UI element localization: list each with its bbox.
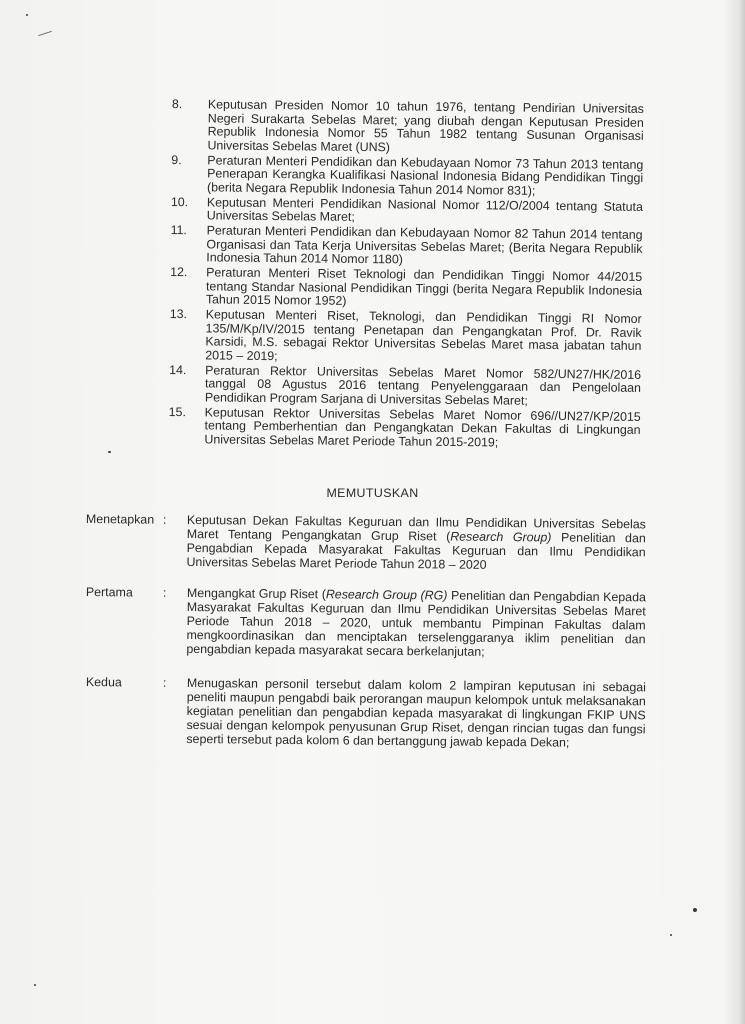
list-item-text: Peraturan Menteri Pendidikan dan Kebudayaan Nomor 82 Tahun 2014 tentang Organisasi dan Tata Kerja Universitas Sebelas Maret; (Berita Negara Republik Indonesia Tahun 2014 Nomor 1180) (206, 223, 643, 267)
list-item-text: Keputusan Rektor Universitas Sebelas Maret Nomor 696//UN27/KP/2015 tentang Pemberhentian dan Pengangkatan Dekan Fakultas di Lingkungan Universitas Sebelas Maret Periode Tahun 2015-2019; (204, 404, 641, 449)
decision-label: Menetapkan (85, 512, 155, 527)
list-item (171, 98, 644, 157)
decision-text-italic: Research Group) (450, 529, 552, 545)
list-item-text: Peraturan Menteri Riset Teknologi dan Pendidikan Tinggi Nomor 44/2015 tentang Standar Nasional Pendidikan Tinggi (berita Negara Republik Indonesia Tahun 2015 Nomor 1952) (205, 265, 643, 308)
legal-basis-list (168, 98, 644, 452)
decision-colon: : (162, 512, 167, 527)
decision-pertama (85, 585, 646, 660)
decision-kedua (85, 675, 646, 750)
decision-colon: : (162, 675, 167, 690)
scan-speck (26, 14, 28, 16)
decision-colon: : (162, 585, 167, 600)
list-item-text: Keputusan Menteri Riset, Teknologi, dan Pendidikan Tinggi RI Nomor 135/M/Kp/IV/2015 tentang Penetapan dan Pengangkatan Prof. Dr. Ravik Karsidi, M.S. sebagai Rektor Universitas Sebelas Maret masa jabatan tahun 2015 – 2019; (205, 307, 642, 363)
list-item (170, 266, 642, 311)
list-item-text: Peraturan Rektor Universitas Sebelas Maret Nomor 582/UN27/HK/2016 tanggal 08 Agustus 2016 tentang Penyelenggaraan dan Pengelolaan Pendidikan Program Sarjana di Universitas Sebelas Maret; (204, 362, 642, 408)
list-item-number: 13. (169, 306, 188, 322)
decision-label: Pertama (85, 585, 133, 600)
scan-speck (108, 451, 111, 453)
list-item (168, 405, 640, 450)
list-item (171, 153, 643, 198)
decision-text-part: Keputusan Dekan Fakultas Keguruan dan Ilmu Pendidikan Universitas Sebelas Maret Tentang Pengangkatan Grup Riset ( (186, 512, 646, 544)
decision-text: Menugaskan personil tersebut dalam kolom 2 lampiran keputusan ini sebagai peneliti maupun pengabdi baik perorangan maupun kelompok untuk melaksanakan kegiatan penelitian dan pengabdian kepada masyarakat di lingkungan FKIP UNS sesuai dengan kelompok penyusunan Grup Riset, dengan rincian tugas dan fungsi seperti tersebut pada kolom 6 dan bertanggung jawab kepada Dekan; (186, 675, 646, 750)
list-item-number: 9. (171, 152, 182, 167)
scan-speck (693, 908, 697, 912)
decision-text-part: Mengangkat Grup Riset ( (186, 585, 326, 602)
scan-speck (670, 934, 672, 936)
list-item-number: 8. (171, 97, 183, 112)
decision-text (186, 513, 646, 573)
list-item-text: Peraturan Menteri Pendidikan dan Kebudayaan Nomor 73 Tahun 2013 tentang Penerapan Kerangka Kualifikasi Nasional Indonesia Bidang Pendidikan Tinggi (berita Negara Republik Indonesia Tahun 2014 Nomor 831); (206, 152, 644, 198)
decision-text (186, 586, 646, 660)
list-item (170, 224, 642, 269)
list-item-number: 11. (170, 222, 188, 238)
decision-label: Kedua (85, 675, 122, 690)
page-edge-shadow (723, 0, 745, 1024)
list-item-text: Keputusan Menteri Pendidikan Nasional Nomor 112/O/2004 tentang Statuta Universitas Sebelas Maret; (206, 194, 643, 224)
list-item-text: Keputusan Presiden Nomor 10 tahun 1976, tentang Pendirian Universitas Negeri Surakarta Sebelas Maret; yang diubah dengan Keputusan Presiden Republik Indonesia Nomor 55 Tahun 1982 tentang Susunan Organisasi Universitas Sebelas Maret (UNS) (207, 97, 644, 154)
decision-text-italic: Research Group (RG) (325, 587, 448, 603)
list-item (169, 363, 641, 408)
decision-heading: MEMUTUSKAN (326, 486, 419, 500)
list-item (171, 195, 643, 227)
list-item-number: 14. (169, 362, 187, 377)
scan-mark (38, 31, 52, 36)
list-item-number: 15. (168, 404, 187, 419)
list-item (169, 308, 642, 367)
list-item-number: 10. (170, 194, 189, 209)
decision-text-part: Penelitian dan Pengabdian Kepada Masyarakat Fakultas Keguruan dan Ilmu Pendidikan Universitas Sebelas Maret Periode Tahun 2018 – 2020, untuk membantu Pimpinan Fakultas dalam mengkoordinasikan dan menciptakan terselenggaranya iklim penelitian dan pengabdian kepada masyarakat secara berkelanjutan; (186, 588, 646, 659)
decision-menetapkan (85, 512, 646, 573)
decision-text-part: Penelitian dan Pengabdian Kepada Masyarakat Fakultas Keguruan dan Ilmu Pendidikan Universitas Sebelas Maret Periode Tahun 2018 – 2020 (186, 530, 646, 572)
list-item-number: 12. (170, 264, 188, 280)
scan-speck (34, 984, 36, 986)
